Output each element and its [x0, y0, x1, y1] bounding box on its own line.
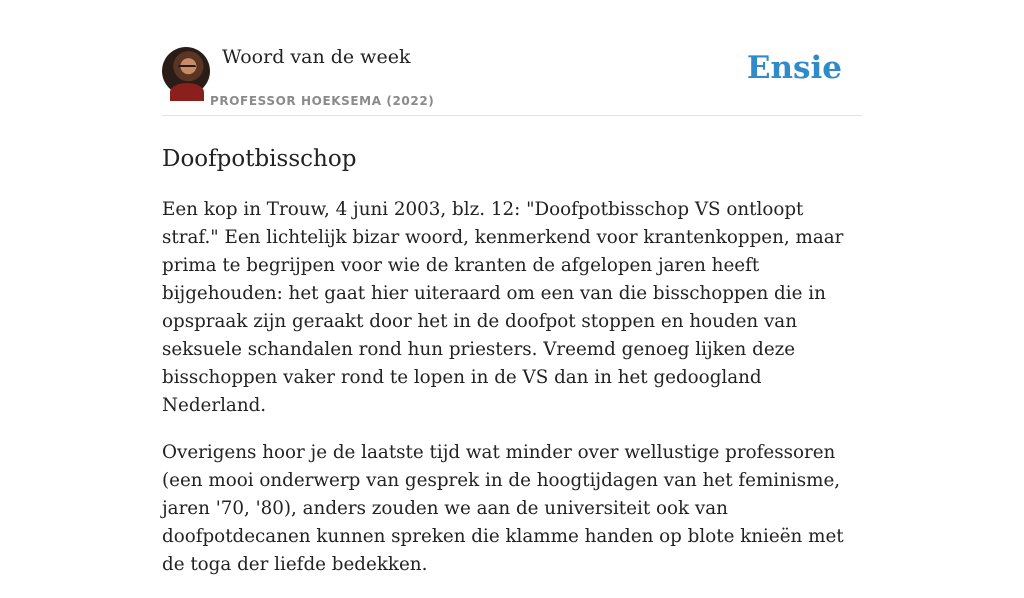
entry-title: Doofpotbisschop: [162, 146, 357, 172]
entry-header: [162, 0, 862, 116]
entry-body: [162, 196, 862, 579]
avatar-glasses: [178, 65, 196, 71]
author-avatar[interactable]: [162, 47, 210, 95]
series-title[interactable]: Woord van de week: [222, 46, 411, 68]
content-column: [162, 0, 862, 598]
avatar-shirt: [170, 83, 204, 101]
brand-logo[interactable]: Ensie: [746, 50, 842, 86]
author-line[interactable]: PROFESSOR HOEKSEMA (2022): [210, 94, 435, 108]
body-paragraph: Een kop in Trouw, 4 juni 2003, blz. 12: "Doofpotbisschop VS ontloopt straf." Een lichtelijk bizar woord, kenmerkend voor krantenkoppen, maar prima te begrijpen voor wie de kranten de afgelopen jaren heeft bijgehouden: het gaat hier uiteraard om een van die bisschoppen die in opspraak zijn geraakt door het in de doofpot stoppen en houden van seksuele schandalen rond hun priesters. Vreemd genoeg lijken deze bisschoppen vaker rond te lopen in de VS dan in het gedoogland Nederland.: [162, 199, 844, 416]
body-paragraph: Overigens hoor je de laatste tijd wat minder over wellustige professoren (een mooi onderwerp van gesprek in de hoogtijdagen van het feminisme, jaren '70, '80), anders zouden we aan de universiteit ook van doofpotdecanen kunnen spreken die klamme handen op blote knieën met de toga der liefde bedekken.: [162, 442, 844, 575]
